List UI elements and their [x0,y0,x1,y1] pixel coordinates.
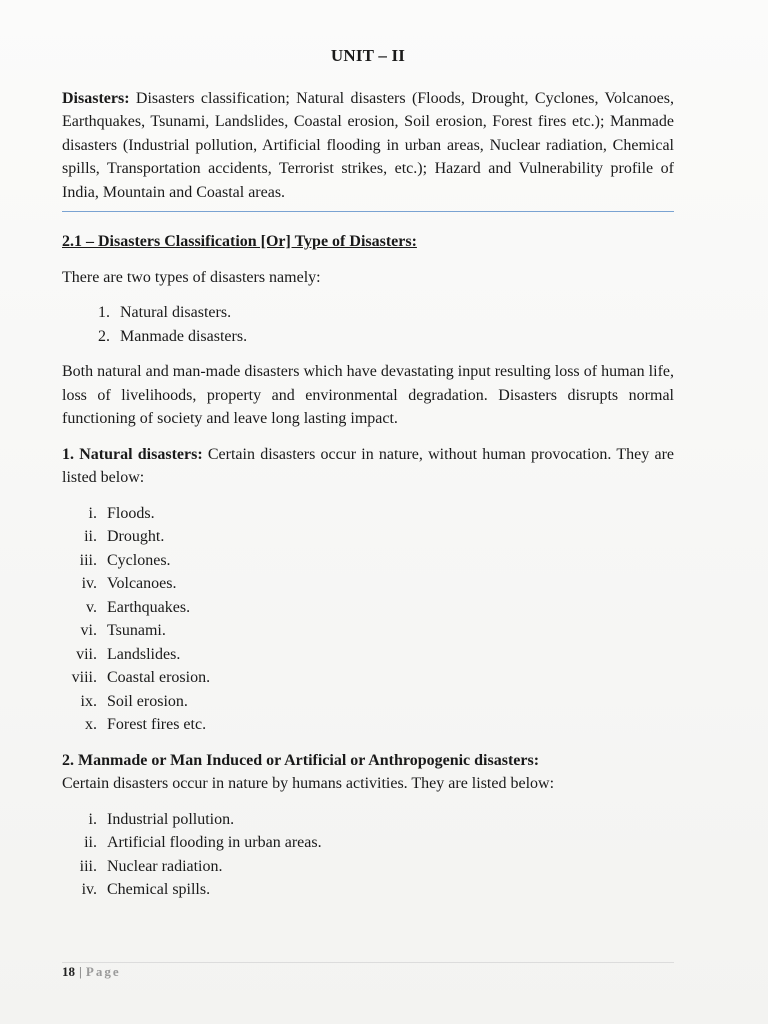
list-text: Floods. [107,504,155,522]
page-content [62,44,674,902]
list-item [62,666,674,690]
list-item [62,619,674,643]
list-item [62,690,674,714]
list-text: Drought. [107,528,165,545]
list-text: Tsunami. [107,622,166,639]
footer-separator: | [79,964,82,979]
list-item [62,525,674,549]
list-number: x. [85,716,97,733]
page-number: 18 [62,964,75,979]
list-number: i. [88,504,97,522]
page-label: Page [85,964,121,979]
list-text: Coastal erosion. [107,669,211,686]
list-text: Industrial pollution. [107,810,235,828]
manmade-disasters-label: 2. Manmade or Man Induced or Artificial or Anthropogenic disasters: [62,751,540,769]
list-text: Natural disasters. [120,304,232,321]
list-number: iii. [79,857,97,875]
list-number: vi. [80,622,97,639]
section-divider [62,211,674,212]
list-item [62,596,674,620]
both-paragraph: Both natural and man-made disasters which have devastating input resulting loss of human life, loss of livelihoods, property and environmental degradation. Disasters disrupts normal functioning of society and leave long lasting impact. [62,363,674,427]
manmade-disasters-list [62,808,674,902]
list-text: Landslides. [107,645,181,663]
list-number: viii. [71,669,97,686]
list-text: Chemical spills. [107,881,211,898]
list-text: Artificial flooding in urban areas. [107,834,322,851]
list-item [62,878,674,902]
list-text: Volcanoes. [107,575,177,592]
list-item [62,808,674,832]
unit-title: UNIT – II [330,46,406,65]
types-intro: There are two types of disasters namely: [62,268,321,286]
list-number: i. [88,810,97,828]
list-text: Nuclear radiation. [107,857,223,875]
list-text: Earthquakes. [107,598,191,616]
list-item [62,831,674,855]
list-text: Soil erosion. [107,692,188,710]
list-item [62,572,674,596]
list-text: Manmade disasters. [120,327,248,345]
manmade-disasters-paragraph [62,749,674,796]
intro-text: Disasters classification; Natural disasters (Floods, Drought, Cyclones, Volcanoes, Earthquakes, Tsunami, Landslides, Coastal erosion, Soil erosion, Forest fires etc.); Manmade disasters (Industrial pollution, Artificial flooding in urban areas, Nuclear radiation, Chemical spills, Transportation accidents, Terrorist strikes, etc.); Hazard and Vulnerability profile of India, Mountain and Coastal areas. [62,89,674,201]
list-item [62,643,674,667]
list-item [62,301,674,325]
list-number: ii. [84,834,97,851]
list-number: 2. [98,327,110,345]
list-number: 1. [98,304,110,321]
list-text: Forest fires etc. [107,716,207,733]
list-number: iv. [81,575,97,592]
intro-label: Disasters: [62,89,130,107]
list-number: iv. [81,881,97,898]
footer-divider [62,962,674,963]
section-heading: 2.1 – Disasters Classification [Or] Type of Disasters: [62,233,417,250]
list-item [62,325,674,349]
list-item [62,713,674,737]
list-number: ii. [84,528,97,545]
list-number: vii. [76,645,97,663]
list-number: iii. [79,551,97,569]
page-footer [62,964,121,980]
list-text: Cyclones. [107,551,171,569]
natural-disasters-text: Certain disasters occur in nature, without human provocation. They are listed below: [62,445,674,486]
list-item [62,549,674,573]
list-number: v. [86,598,97,616]
natural-disasters-paragraph [62,443,674,490]
natural-disasters-label: 1. Natural disasters: [62,445,203,463]
list-item [62,502,674,526]
types-list [62,301,674,348]
manmade-disasters-text: Certain disasters occur in nature by humans activities. They are listed below: [62,775,555,792]
list-number: ix. [80,692,97,710]
intro-paragraph [62,87,674,205]
list-item [62,855,674,879]
natural-disasters-list [62,502,674,737]
